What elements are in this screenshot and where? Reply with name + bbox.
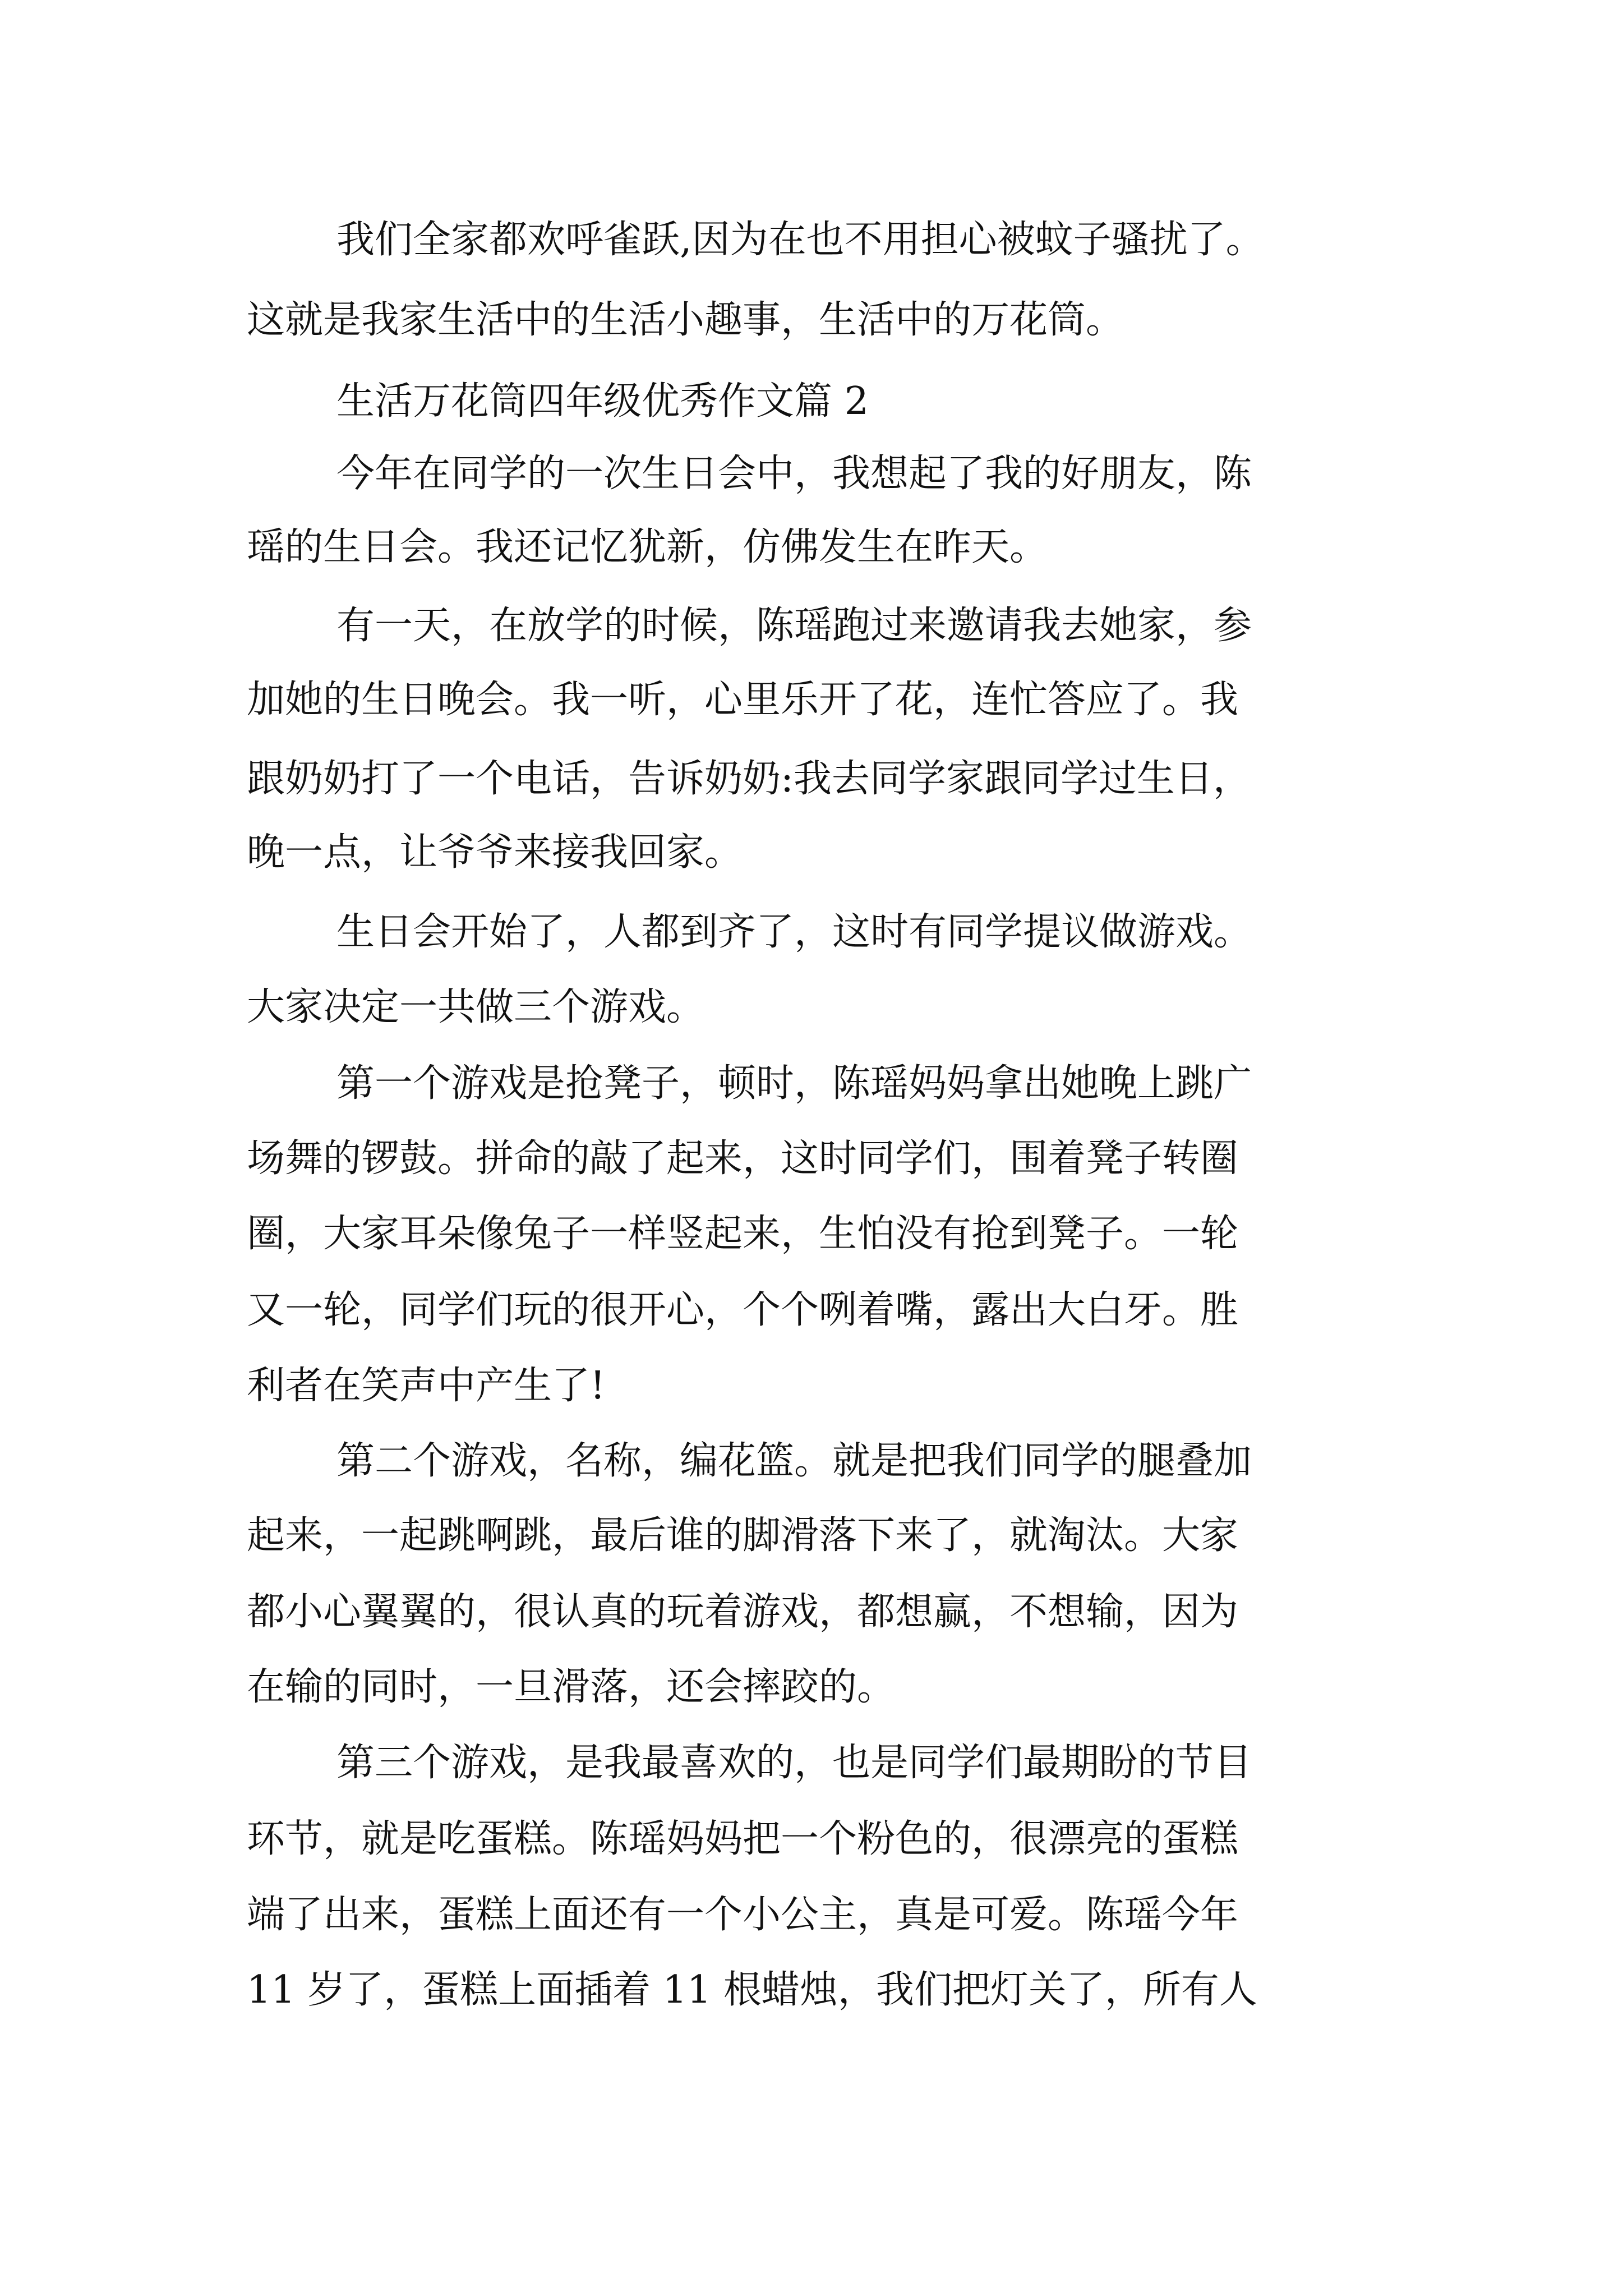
text-line: 大家决定一共做三个游戏。 (247, 985, 705, 1029)
text-line: 在输的同时，一旦滑落，还会摔跤的。 (247, 1665, 896, 1709)
section-heading: 生活万花筒四年级优秀作文篇 2 (336, 379, 869, 424)
text-line: 第二个游戏，名称，编花篮。就是把我们同学的腿叠加 (336, 1439, 1252, 1483)
text-line: 都小心翼翼的，很认真的玩着游戏，都想赢，不想输，因为 (247, 1590, 1239, 1634)
text-line: 加她的生日晚会。我一听，心里乐开了花，连忙答应了。我 (247, 678, 1239, 722)
text-line: 端了出来，蛋糕上面还有一个小公主，真是可爱。陈瑶今年 (247, 1893, 1239, 1937)
text-line: 11 岁了，蛋糕上面插着 11 根蜡烛，我们把灯关了，所有人 (247, 1968, 1257, 2012)
text-line: 今年在同学的一次生日会中，我想起了我的好朋友，陈 (336, 452, 1252, 496)
text-line: 第三个游戏，是我最喜欢的，也是同学们最期盼的节目 (336, 1741, 1252, 1785)
text-line: 有一天，在放学的时候，陈瑶跑过来邀请我去她家，参 (336, 604, 1252, 648)
text-line: 晚一点，让爷爷来接我回家。 (247, 830, 743, 875)
text-line: 利者在笑声中产生了! (247, 1364, 606, 1408)
text-line: 生日会开始了，人都到齐了，这时有同学提议做游戏。 (336, 910, 1252, 954)
text-line: 我们全家都欢呼雀跃,因为在也不用担心被蚊子骚扰了。 (336, 218, 1264, 262)
text-line: 又一轮，同学们玩的很开心，个个咧着嘴，露出大白牙。胜 (247, 1288, 1239, 1332)
text-line: 跟奶奶打了一个电话，告诉奶奶:我去同学家跟同学过生日， (247, 757, 1251, 801)
text-line: 场舞的锣鼓。拼命的敲了起来，这时同学们，围着凳子转圈 (247, 1137, 1239, 1181)
text-line: 瑶的生日会。我还记忆犹新，仿佛发生在昨天。 (247, 525, 1048, 569)
text-line: 第一个游戏是抢凳子，顿时，陈瑶妈妈拿出她晚上跳广 (336, 1061, 1252, 1106)
text-line: 这就是我家生活中的生活小趣事，生活中的万花筒。 (247, 298, 1124, 342)
text-line: 圈，大家耳朵像兔子一样竖起来，生怕没有抢到凳子。一轮 (247, 1212, 1239, 1256)
text-line: 起来，一起跳啊跳，最后谁的脚滑落下来了，就淘汰。大家 (247, 1513, 1239, 1558)
text-line: 环节，就是吃蛋糕。陈瑶妈妈把一个粉色的，很漂亮的蛋糕 (247, 1817, 1239, 1861)
